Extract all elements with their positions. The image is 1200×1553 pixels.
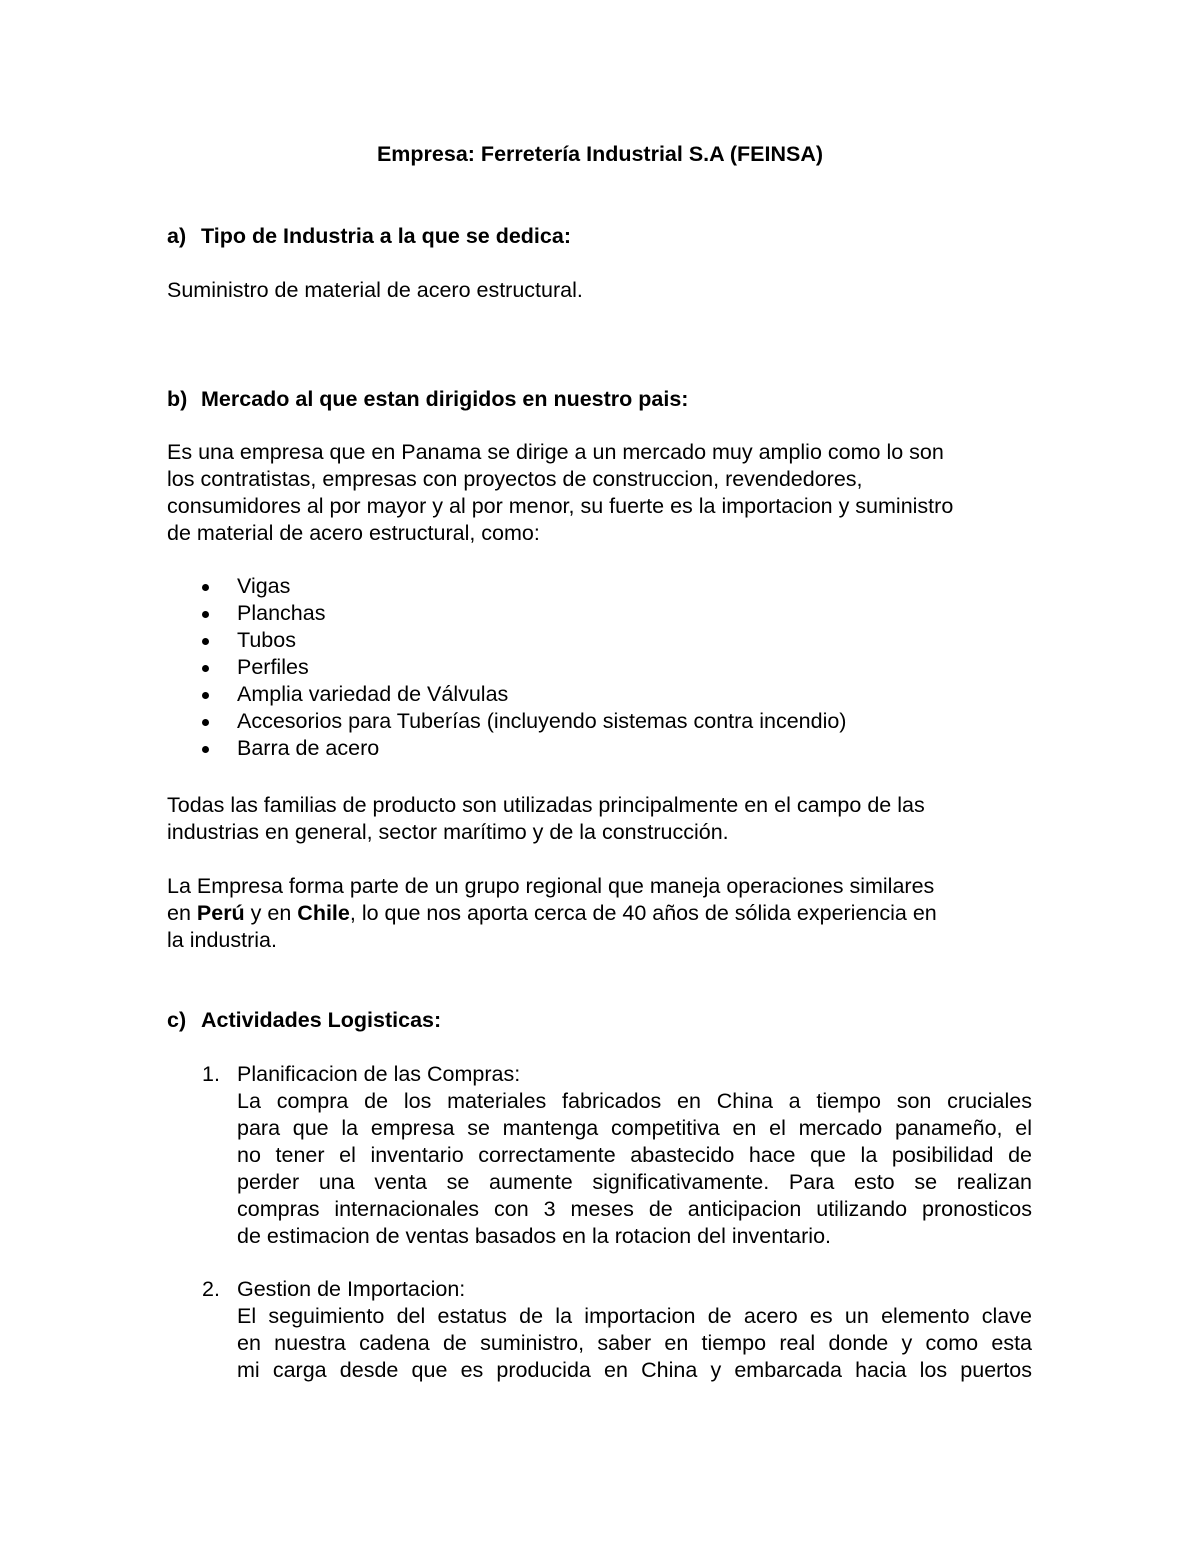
list-item [167,708,846,735]
product-list [167,573,846,762]
item-line: compras internacionales con 3 meses de anticipacion utilizando pronosticos [237,1197,1032,1221]
document-title: Empresa: Ferretería Industrial S.A (FEINSA) [376,142,824,166]
bullet-icon [202,746,209,753]
item-body [237,1061,1032,1250]
group-line [167,900,1047,927]
section-a-heading [167,223,571,250]
item-number: 1. [202,1062,220,1086]
section-c-heading [167,1007,441,1034]
item-line: de estimacion de ventas basados en la rotacion del inventario. [237,1224,832,1248]
bullet-icon [202,665,209,672]
list-item-label: Perfiles [237,655,309,679]
group-text: y en [244,901,298,925]
bullet-icon [202,584,209,591]
item-line: La compra de los materiales fabricados en China a tiempo son cruciales [237,1089,1032,1113]
section-b-letter: b) [167,387,188,411]
group-line: La Empresa forma parte de un grupo regional que maneja operaciones similares [167,874,935,898]
item-line: El seguimiento del estatus de la importacion de acero es un elemento clave [237,1304,1032,1328]
item-line: mi carga desde que es producida en China y embarcada hacia los puertos [237,1358,1032,1382]
list-item [167,600,846,627]
intro-line: de material de acero estructural, como: [167,521,540,545]
intro-line: consumidores al por mayor y al por menor, su fuerte es la importacion y suministro [167,494,954,518]
item-title: Planificacion de las Compras: [237,1062,521,1086]
group-line: la industria. [167,928,277,952]
list-item-label: Tubos [237,628,296,652]
list-item-label: Vigas [237,574,291,598]
section-a-letter: a) [167,224,187,248]
list-item-label: Barra de acero [237,736,380,760]
bullet-icon [202,692,209,699]
section-b-heading [167,386,688,413]
numbered-item-2 [167,1276,1047,1384]
list-item-label: Accesorios para Tuberías (incluyendo sistemas contra incendio) [237,709,847,733]
list-item-label: Planchas [237,601,326,625]
families-line: industrias en general, sector marítimo y de la construcción. [167,820,729,844]
list-item [167,735,846,762]
item-line: no tener el inventario correctamente abastecido hace que la posibilidad de [237,1143,1032,1167]
list-item-label: Amplia variedad de Válvulas [237,682,509,706]
intro-line: los contratistas, empresas con proyectos de construccion, revendedores, [167,467,863,491]
section-b-intro [167,439,1047,547]
numbered-item-1 [167,1061,1047,1250]
section-a-title: Tipo de Industria a la que se dedica: [201,224,571,248]
item-title: Gestion de Importacion: [237,1277,466,1301]
list-item [167,573,846,600]
bullet-icon [202,638,209,645]
bullet-icon [202,611,209,618]
group-paragraph [167,873,1047,954]
item-line: perder una venta se aumente significativamente. Para esto se realizan [237,1170,1032,1194]
list-item [167,681,846,708]
intro-line: Es una empresa que en Panama se dirige a un mercado muy amplio como lo son [167,440,944,464]
list-item [167,627,846,654]
group-text: en [167,901,197,925]
item-line: en nuestra cadena de suministro, saber en tiempo real donde y como esta [237,1331,1032,1355]
bullet-icon [202,719,209,726]
section-b-title: Mercado al que estan dirigidos en nuestro pais: [201,387,689,411]
section-a-text: Suministro de material de acero estructural. [167,278,583,302]
section-c-title: Actividades Logisticas: [201,1008,442,1032]
section-c-letter: c) [167,1008,187,1032]
country-chile: Chile [297,901,350,925]
item-number: 2. [202,1277,220,1301]
families-paragraph [167,792,1047,846]
item-line: para que la empresa se mantenga competitiva en el mercado panameño, el [237,1116,1032,1140]
item-body [237,1276,1032,1384]
list-item [167,654,846,681]
country-peru: Perú [196,901,245,925]
families-line: Todas las familias de producto son utilizadas principalmente en el campo de las [167,793,925,817]
group-text: , lo que nos aporta cerca de 40 años de sólida experiencia en [349,901,937,925]
